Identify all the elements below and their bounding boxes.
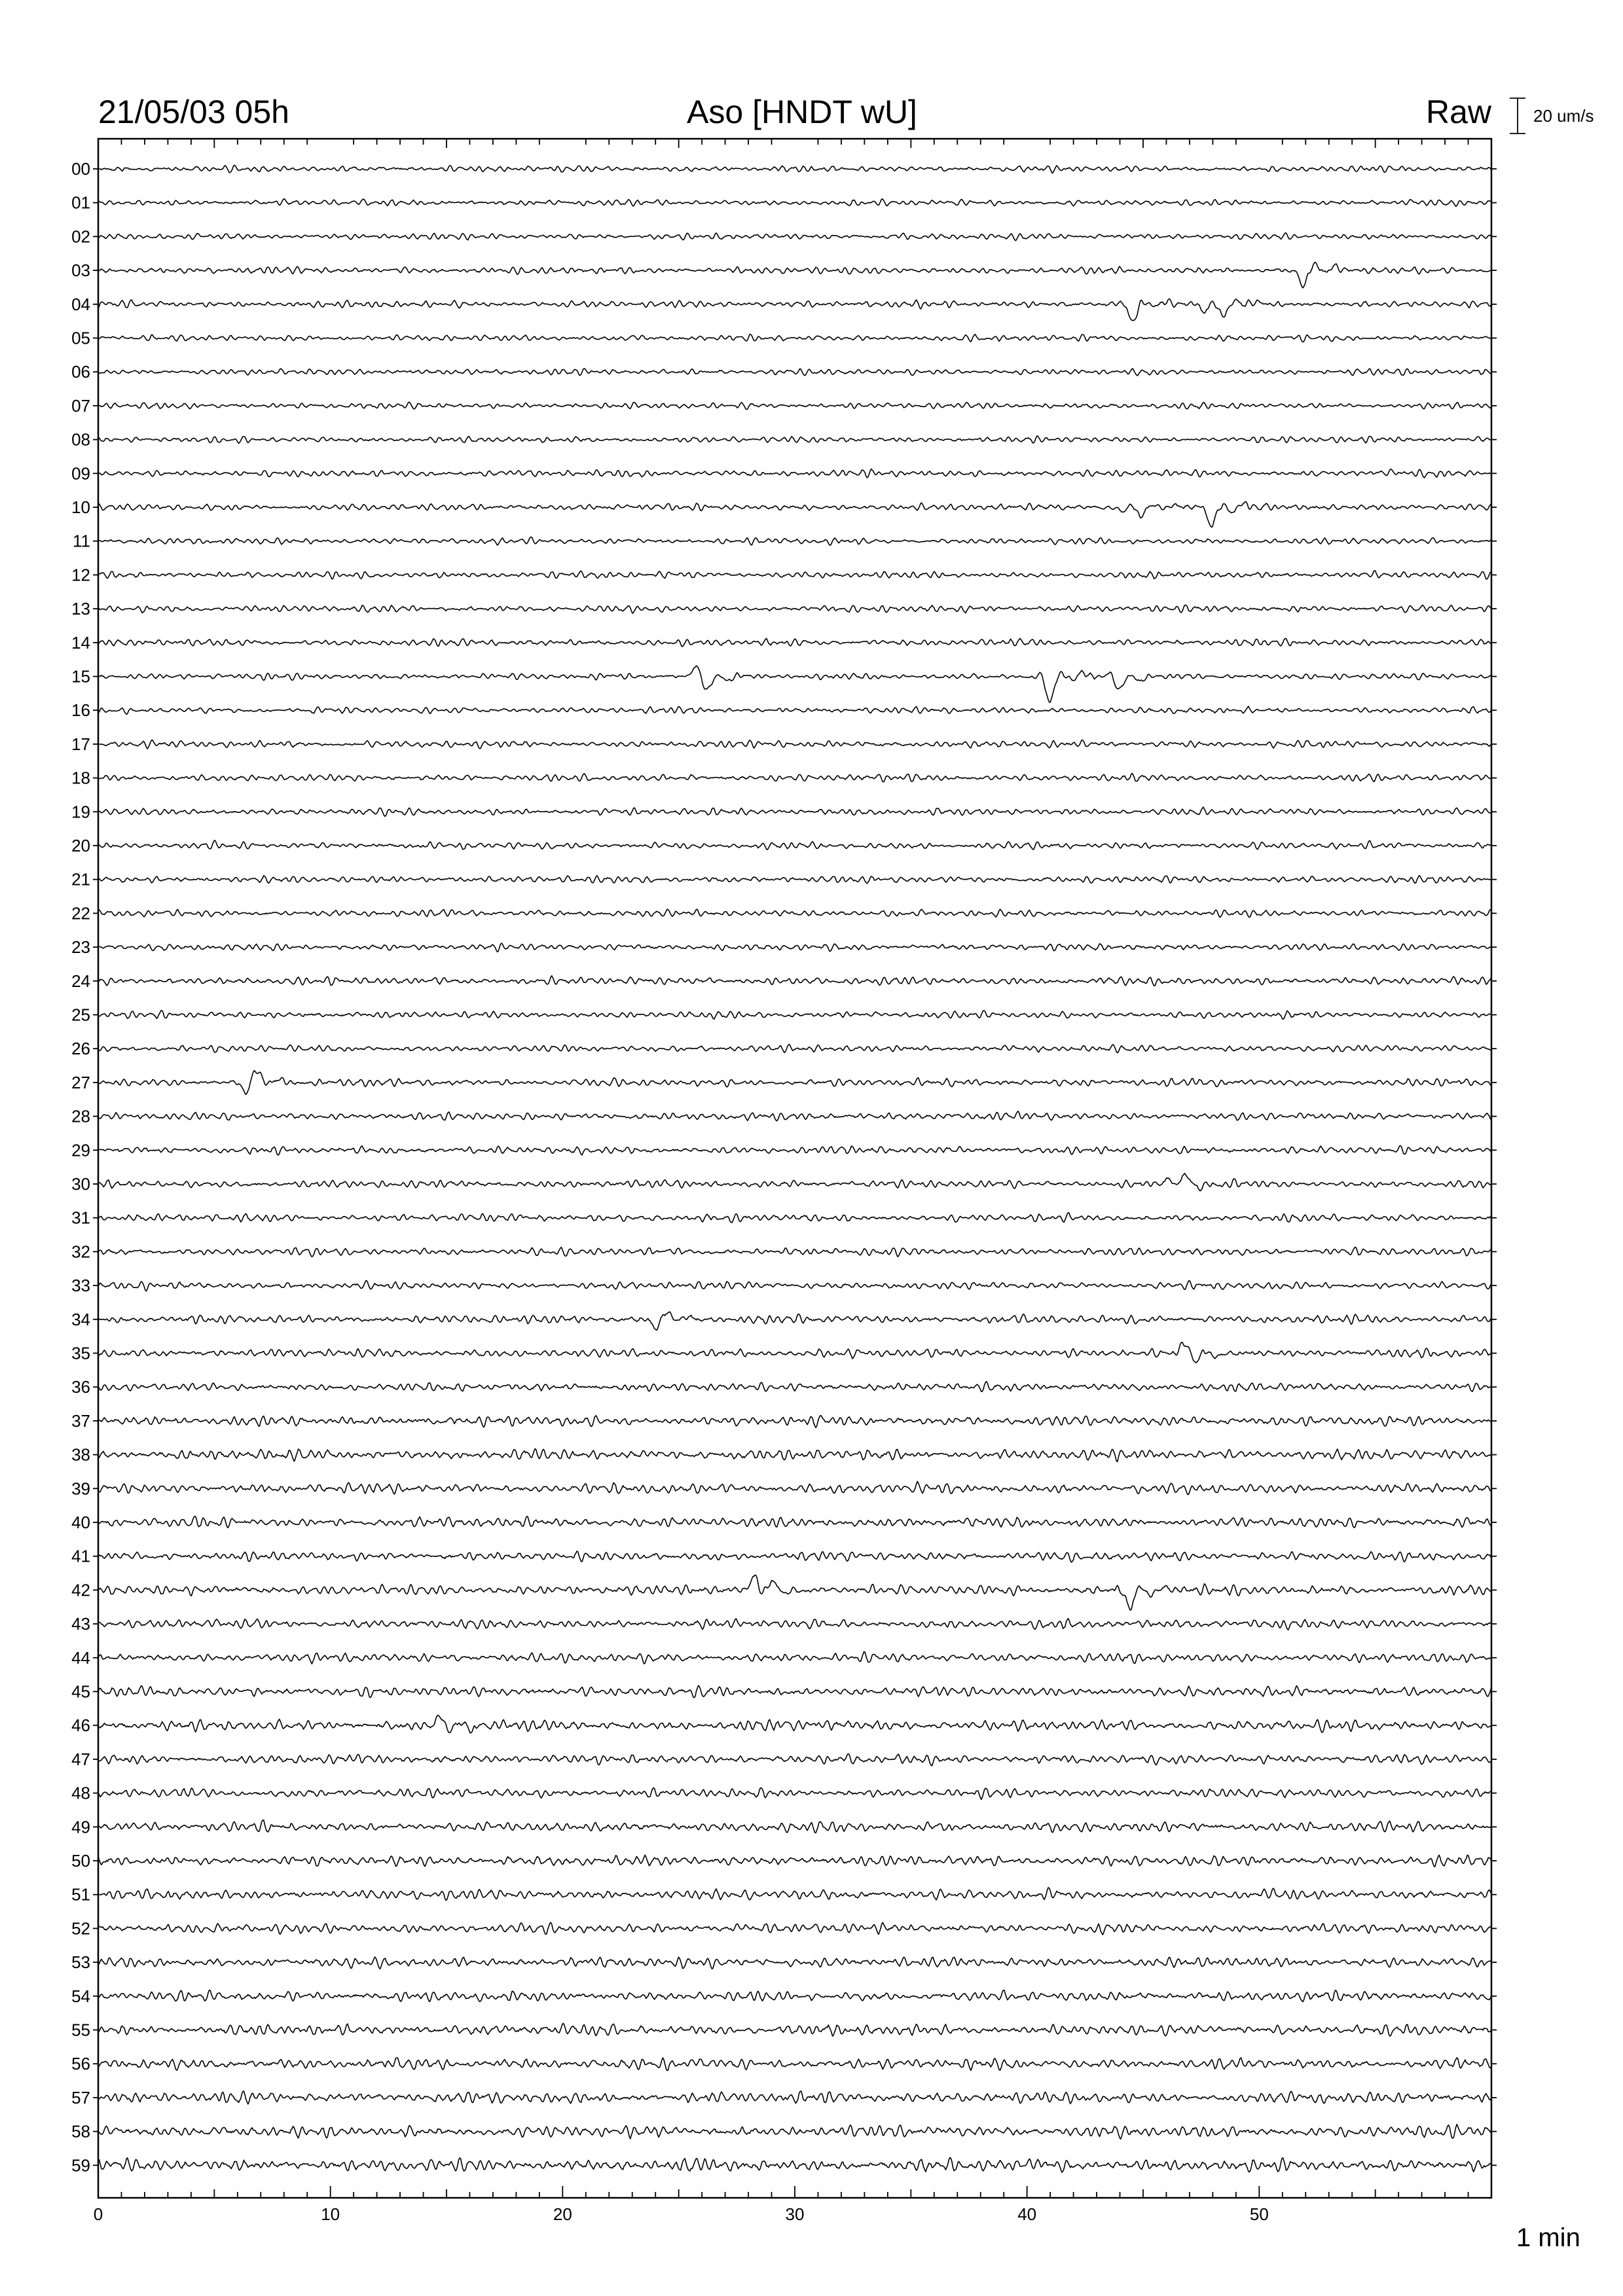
trace-row-39: [71, 1479, 1497, 1498]
trace-line: [98, 2091, 1491, 2104]
trace-line: [98, 1145, 1491, 1155]
trace-row-16: [71, 700, 1497, 720]
trace-line: [98, 469, 1491, 478]
trace-line: [98, 1213, 1491, 1223]
trace-line: [98, 1715, 1491, 1733]
trace-line: [98, 571, 1491, 579]
trace-line: [98, 334, 1491, 342]
trace-row-05: [71, 329, 1497, 348]
trace-line: [98, 1045, 1491, 1053]
row-label: 34: [71, 1309, 90, 1329]
trace-row-40: [71, 1513, 1497, 1532]
trace-line: [98, 1685, 1491, 1698]
x-axis: [94, 2186, 1491, 2224]
x-tick-label: 20: [553, 2204, 572, 2224]
row-label: 38: [71, 1444, 90, 1465]
trace-row-41: [71, 1547, 1497, 1566]
trace-line: [98, 199, 1491, 206]
trace-line: [98, 976, 1491, 986]
trace-line: [98, 1174, 1491, 1191]
trace-line: [98, 1619, 1491, 1630]
row-label: 47: [71, 1749, 90, 1769]
trace-row-34: [71, 1310, 1497, 1331]
trace-row-22: [71, 903, 1497, 923]
row-label: 57: [71, 2087, 90, 2108]
trace-row-01: [71, 193, 1497, 213]
top-minor-ticks: [121, 139, 1468, 148]
trace-row-49: [71, 1817, 1497, 1837]
trace-row-48: [71, 1784, 1497, 1803]
trace-row-10: [71, 497, 1497, 528]
x-tick-label: 40: [1017, 2204, 1037, 2224]
row-label: 24: [71, 971, 90, 991]
row-label: 52: [71, 1918, 90, 1939]
trace-row-35: [71, 1342, 1497, 1363]
scale-bar: [1510, 98, 1525, 134]
trace-line: [98, 402, 1491, 409]
trace-line: [98, 1922, 1491, 1935]
trace-line: [98, 1957, 1491, 1969]
row-label: 40: [71, 1513, 90, 1532]
trace-row-38: [71, 1445, 1497, 1465]
row-label: 16: [71, 700, 90, 721]
trace-line: [98, 2058, 1491, 2071]
row-label: 30: [71, 1174, 90, 1194]
row-label: 08: [71, 429, 90, 450]
row-label: 44: [71, 1647, 90, 1668]
mode-label: Raw: [1425, 94, 1491, 130]
x-tick-label: 50: [1249, 2204, 1269, 2224]
trace-row-13: [71, 599, 1497, 619]
trace-line: [98, 2125, 1491, 2140]
trace-row-55: [71, 2020, 1497, 2040]
trace-line: [98, 1551, 1491, 1562]
trace-row-59: [71, 2155, 1497, 2175]
row-label: 35: [71, 1343, 90, 1363]
trace-row-51: [71, 1885, 1497, 1905]
trace-row-28: [71, 1107, 1497, 1126]
trace-row-32: [71, 1242, 1497, 1261]
trace-line: [98, 774, 1491, 782]
row-label: 59: [71, 2155, 90, 2176]
trace-line: [98, 1280, 1491, 1291]
trace-line: [98, 1788, 1491, 1800]
trace-line: [98, 1888, 1491, 1901]
trace-line: [98, 1855, 1491, 1867]
row-label: 55: [71, 2020, 90, 2040]
row-label: 32: [71, 1242, 90, 1262]
trace-row-43: [71, 1614, 1497, 1634]
trace-line: [98, 1481, 1491, 1494]
plot-frame: [98, 139, 1491, 2198]
trace-row-27: [71, 1071, 1497, 1095]
row-label: 13: [71, 599, 90, 619]
trace-row-54: [71, 1986, 1497, 2006]
trace-row-18: [71, 768, 1497, 788]
row-label: 01: [71, 192, 90, 213]
row-label: 06: [71, 362, 90, 382]
trace-row-23: [71, 937, 1497, 957]
trace-line: [98, 638, 1491, 646]
trace-row-56: [71, 2054, 1497, 2073]
trace-line: [98, 740, 1491, 749]
trace-line: [98, 1575, 1491, 1610]
trace-row-58: [71, 2122, 1497, 2142]
trace-line: [98, 368, 1491, 376]
trace-line: [98, 1652, 1491, 1664]
trace-row-15: [71, 666, 1497, 702]
trace-line: [98, 666, 1491, 702]
trace-line: [98, 840, 1491, 850]
trace-line: [98, 166, 1491, 173]
row-label: 37: [71, 1410, 90, 1431]
trace-line: [98, 299, 1491, 321]
trace-line: [98, 1111, 1491, 1121]
trace-row-42: [71, 1575, 1497, 1610]
trace-row-08: [71, 430, 1497, 450]
datetime-label: 21/05/03 05h: [98, 94, 289, 130]
row-label: 07: [71, 395, 90, 416]
trace-row-53: [71, 1952, 1497, 1972]
row-label: 42: [71, 1580, 90, 1600]
row-label: 41: [71, 1546, 90, 1566]
row-label: 51: [71, 1884, 90, 1905]
trace-line: [98, 1011, 1491, 1020]
row-label: 58: [71, 2121, 90, 2142]
row-label: 27: [71, 1072, 90, 1092]
trace-row-29: [71, 1140, 1497, 1160]
trace-row-07: [71, 396, 1497, 416]
trace-row-11: [73, 531, 1497, 551]
scale-label: 20 um/s: [1533, 106, 1594, 126]
trace-line: [98, 943, 1491, 952]
row-label: 46: [71, 1715, 90, 1736]
row-label: 12: [71, 565, 90, 585]
trace-line: [98, 233, 1491, 241]
row-label: 25: [71, 1005, 90, 1025]
trace-row-33: [71, 1276, 1497, 1295]
row-label: 14: [71, 632, 90, 653]
trace-row-06: [71, 362, 1497, 382]
row-label: 10: [71, 497, 90, 517]
trace-line: [98, 1071, 1491, 1095]
trace-row-31: [71, 1208, 1497, 1228]
trace-row-37: [71, 1411, 1497, 1431]
row-label: 02: [71, 226, 90, 247]
trace-row-17: [71, 734, 1497, 754]
trace-line: [98, 1247, 1491, 1257]
trace-line: [98, 1382, 1491, 1391]
row-label: 17: [71, 734, 90, 754]
trace-row-20: [71, 836, 1497, 855]
x-axis-unit-label: 1 min: [1516, 2223, 1580, 2252]
trace-row-25: [71, 1005, 1497, 1025]
trace-row-50: [71, 1851, 1497, 1871]
trace-line: [98, 1990, 1491, 2002]
trace-line: [98, 2157, 1491, 2172]
trace-row-14: [71, 633, 1497, 653]
x-tick-label: 0: [93, 2204, 103, 2224]
trace-row-19: [71, 802, 1497, 821]
row-label: 39: [71, 1479, 90, 1499]
trace-line: [98, 1516, 1491, 1528]
row-label: 31: [71, 1208, 90, 1228]
trace-line: [98, 1449, 1491, 1462]
trace-line: [98, 2023, 1491, 2036]
row-label: 20: [71, 836, 90, 855]
row-label: 43: [71, 1614, 90, 1634]
row-label: 18: [71, 768, 90, 788]
trace-row-12: [71, 565, 1497, 584]
trace-line: [98, 876, 1491, 884]
row-label: 00: [71, 159, 90, 179]
row-label: 45: [71, 1681, 90, 1702]
trace-row-46: [71, 1715, 1497, 1735]
row-label: 53: [71, 1952, 90, 1973]
row-label: 28: [71, 1106, 90, 1126]
row-label: 23: [71, 937, 90, 958]
row-label: 54: [71, 1986, 90, 2006]
trace-line: [98, 605, 1491, 614]
row-label: 29: [71, 1140, 90, 1160]
trace-line: [98, 501, 1491, 527]
trace-line: [98, 706, 1491, 714]
trace-line: [98, 1312, 1491, 1330]
trace-line: [98, 537, 1491, 545]
row-label: 19: [71, 802, 90, 822]
trace-row-04: [71, 295, 1497, 321]
trace-line: [98, 909, 1491, 918]
trace-row-03: [71, 260, 1497, 288]
row-label: 15: [71, 666, 90, 687]
row-label: 05: [71, 328, 90, 348]
row-label: 56: [71, 2054, 90, 2074]
trace-line: [98, 1820, 1491, 1833]
trace-line: [98, 1416, 1491, 1428]
trace-row-45: [71, 1682, 1497, 1702]
trace-row-21: [71, 870, 1497, 889]
trace-row-26: [71, 1039, 1497, 1058]
trace-row-47: [71, 1749, 1497, 1769]
row-label: 03: [71, 260, 90, 281]
row-label: 21: [71, 869, 90, 889]
row-label: 11: [73, 531, 90, 551]
row-label: 50: [71, 1851, 90, 1871]
trace-line: [98, 436, 1491, 443]
trace-row-02: [71, 226, 1497, 246]
row-label: 48: [71, 1783, 90, 1803]
row-label: 26: [71, 1039, 90, 1059]
trace-row-09: [71, 463, 1497, 483]
row-label: 36: [71, 1377, 90, 1397]
x-tick-label: 10: [321, 2204, 340, 2224]
trace-rows: [71, 159, 1497, 2175]
trace-row-00: [71, 159, 1497, 179]
trace-row-24: [71, 971, 1497, 991]
trace-row-30: [71, 1174, 1497, 1194]
trace-line: [98, 807, 1491, 816]
trace-row-57: [71, 2088, 1497, 2108]
trace-row-44: [71, 1648, 1497, 1668]
trace-line: [98, 262, 1491, 288]
trace-row-36: [71, 1377, 1497, 1397]
trace-row-52: [71, 1918, 1497, 1938]
trace-line: [98, 1342, 1491, 1363]
row-label: 04: [71, 294, 90, 314]
row-label: 49: [71, 1817, 90, 1837]
row-label: 09: [71, 463, 90, 484]
x-tick-label: 30: [785, 2204, 805, 2224]
row-label: 33: [71, 1276, 90, 1296]
station-title: Aso [HNDT wU]: [687, 94, 917, 130]
row-label: 22: [71, 903, 90, 924]
trace-line: [98, 1754, 1491, 1766]
